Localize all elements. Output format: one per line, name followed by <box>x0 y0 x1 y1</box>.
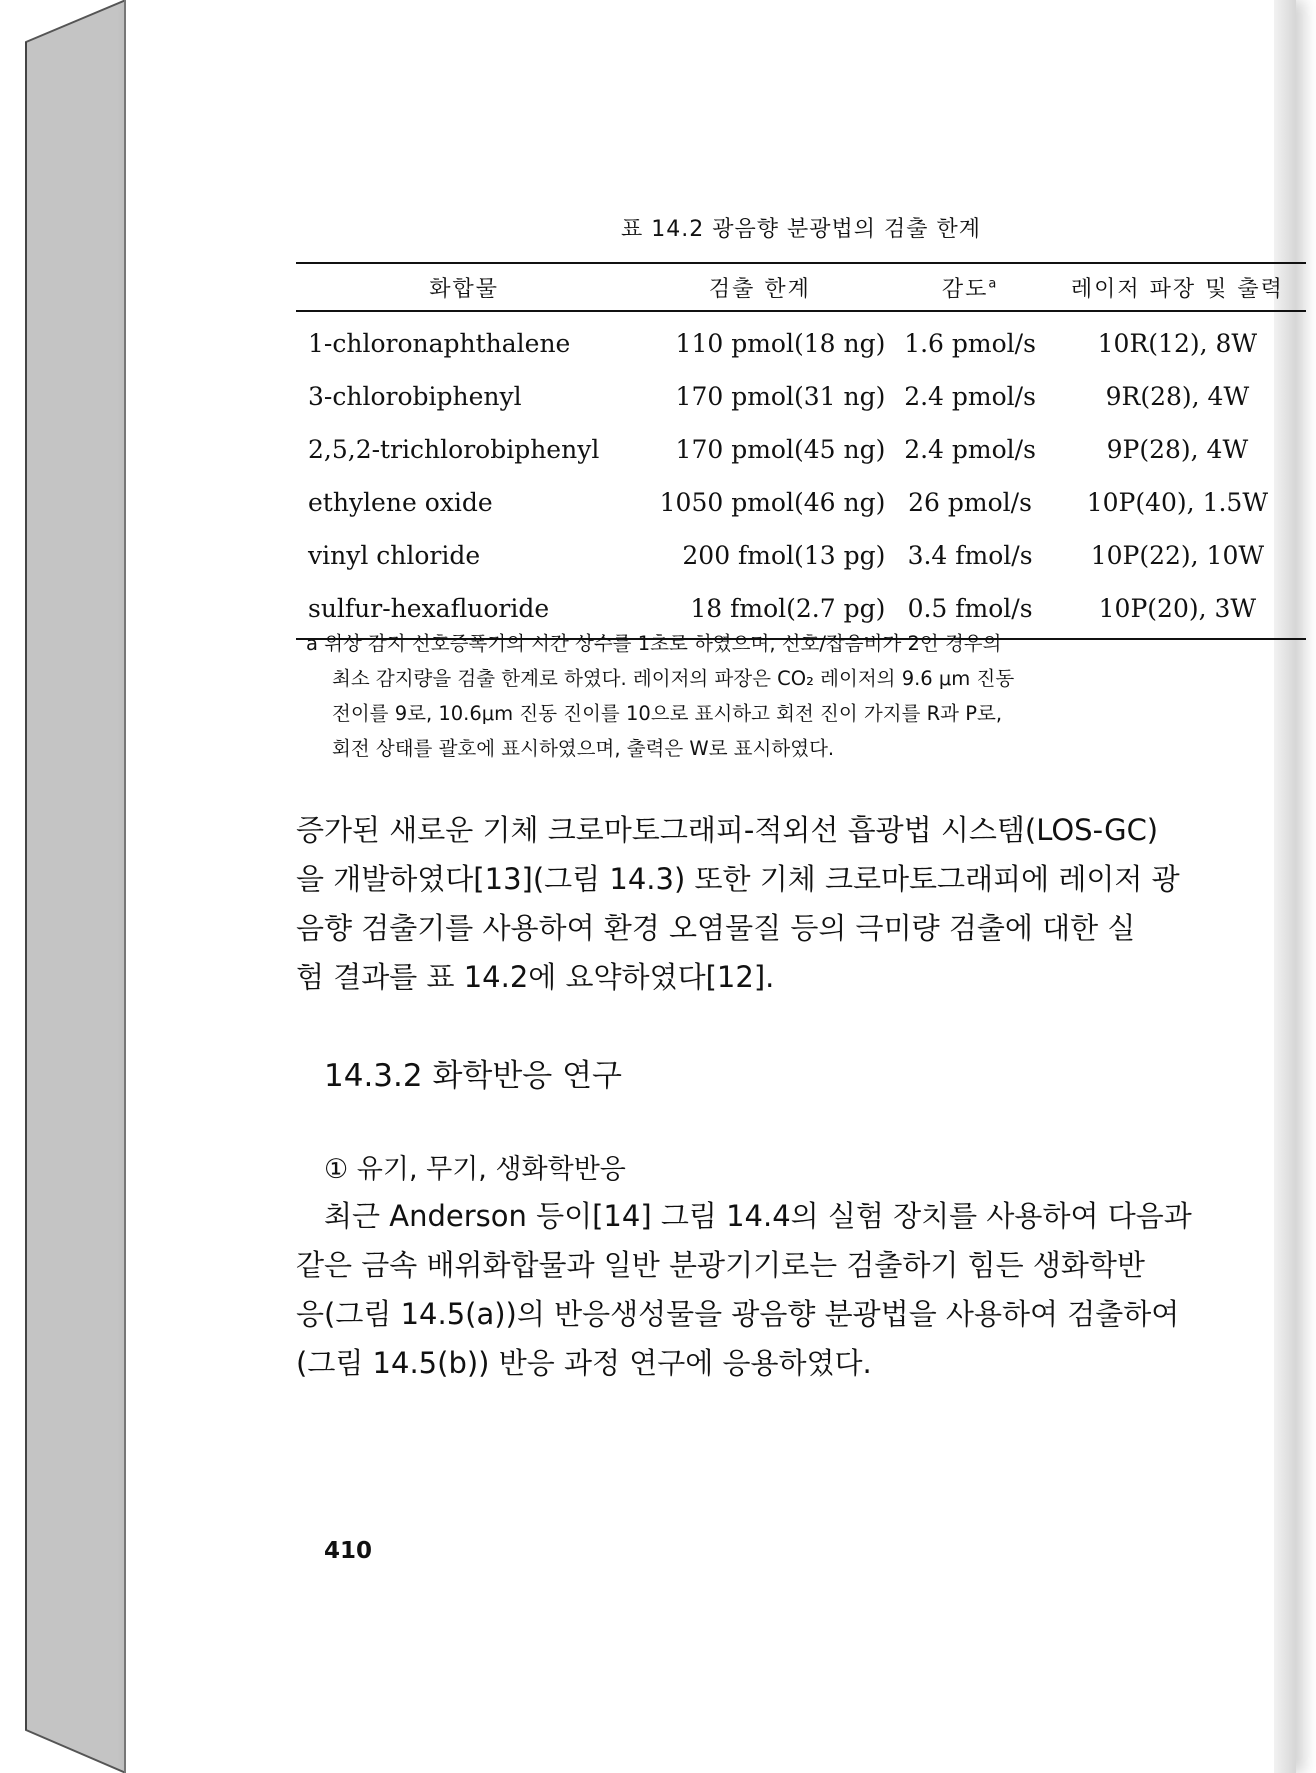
paragraph-line: 음향 검출기를 사용하여 환경 오염물질 등의 극미량 검출에 대한 실 <box>296 911 1136 945</box>
cell-detection-limit: 110 pmol(18 ng) <box>675 329 886 358</box>
cell-sensitivity: 26 pmol/s <box>908 488 1032 517</box>
book-spine <box>0 0 130 1773</box>
table-title: 표 14.2 광음향 분광법의 검출 한계 <box>621 217 981 242</box>
cell-laser: 10P(20), 3W <box>1098 594 1257 623</box>
paragraph-line: 최근 Anderson 등이[14] 그림 14.4의 실험 장치를 사용하여 다음과 <box>324 1199 1192 1233</box>
paragraph-line: 을 개발하였다[13](그림 14.3) 또한 기체 크로마토그래피에 레이저 광 <box>296 862 1180 896</box>
footnote-line: 최소 감지량을 검출 한계로 하였다. 레이저의 파장은 CO₂ 레이저의 9.6 μm 진동 <box>332 667 1015 690</box>
table-row <box>296 529 1306 582</box>
paragraph-line: 험 결과를 표 14.2에 요약하였다[12]. <box>296 960 775 994</box>
cell-detection-limit: 200 fmol(13 pg) <box>682 541 886 570</box>
footnote-line: a 위상 감지 신호증폭기의 시간 상수를 1초로 하였으며, 신호/잡음비가 2인 경우의 <box>306 632 1002 655</box>
footnote-marker: a <box>988 276 999 292</box>
paragraph-line: 응(그림 14.5(a))의 반응생성물을 광음향 분광법을 사용하여 검출하여 <box>296 1297 1180 1331</box>
cell-detection-limit: 1050 pmol(46 ng) <box>659 488 886 517</box>
cell-detection-limit: 170 pmol(31 ng) <box>675 382 886 411</box>
cell-detection-limit: 170 pmol(45 ng) <box>675 435 886 464</box>
table-footnote <box>306 626 1306 766</box>
table-row <box>296 370 1306 423</box>
table-row <box>296 476 1306 529</box>
paragraph-line: 증가된 새로운 기체 크로마토그래피-적외선 흡광법 시스템(LOS-GC) <box>296 813 1159 847</box>
book-page <box>124 0 1296 1773</box>
cell-laser: 10P(40), 1.5W <box>1086 488 1269 517</box>
header-laser-wavelength-power: 레이저 파장 및 출력 <box>1070 276 1284 302</box>
cell-sensitivity: 2.4 pmol/s <box>904 435 1036 464</box>
section-heading: 14.3.2 화학반응 연구 <box>324 1058 622 1094</box>
paragraph-line: (그림 14.5(b)) 반응 과정 연구에 응용하였다. <box>296 1346 872 1380</box>
cell-sensitivity: 0.5 fmol/s <box>907 594 1033 623</box>
cell-sensitivity: 1.6 pmol/s <box>904 329 1036 358</box>
cell-laser: 10P(22), 10W <box>1090 541 1265 570</box>
page-number: 410 <box>324 1538 373 1564</box>
cell-compound: ethylene oxide <box>308 488 493 517</box>
cell-laser: 9P(28), 4W <box>1106 435 1249 464</box>
footnote-line: 회전 상태를 괄호에 표시하였으며, 출력은 W로 표시하였다. <box>332 737 835 760</box>
table-row <box>296 423 1306 476</box>
cell-compound: vinyl chloride <box>308 541 481 570</box>
subsection-heading: ① 유기, 무기, 생화학반응 <box>324 1154 626 1185</box>
footnote-line: 전이를 9로, 10.6μm 진동 진이를 10으로 표시하고 회전 진이 가지를 R과 P로, <box>332 702 1003 725</box>
cell-compound: sulfur-hexafluoride <box>308 594 550 623</box>
table-header-row <box>296 263 1306 311</box>
cell-sensitivity: 2.4 pmol/s <box>904 382 1036 411</box>
header-detection-limit: 검출 한계 <box>708 276 811 302</box>
cell-laser: 10R(12), 8W <box>1097 329 1258 358</box>
cell-laser: 9R(28), 4W <box>1105 382 1250 411</box>
table-row <box>296 311 1306 370</box>
detection-limit-table <box>296 262 1306 640</box>
header-sensitivity: 감도$^a$ <box>941 276 999 302</box>
body-paragraph <box>296 1192 1306 1388</box>
cell-compound: 3-chlorobiphenyl <box>308 382 522 411</box>
cell-sensitivity: 3.4 fmol/s <box>907 541 1033 570</box>
cell-compound: 1-chloronaphthalene <box>308 329 571 358</box>
body-paragraph <box>296 806 1306 1002</box>
header-compound: 화합물 <box>429 276 500 302</box>
cell-detection-limit: 18 fmol(2.7 pg) <box>690 594 886 623</box>
paragraph-line: 같은 금속 배위화합물과 일반 분광기기로는 검출하기 힘든 생화학반 <box>296 1248 1145 1282</box>
cell-compound: 2,5,2-trichlorobiphenyl <box>308 435 600 464</box>
